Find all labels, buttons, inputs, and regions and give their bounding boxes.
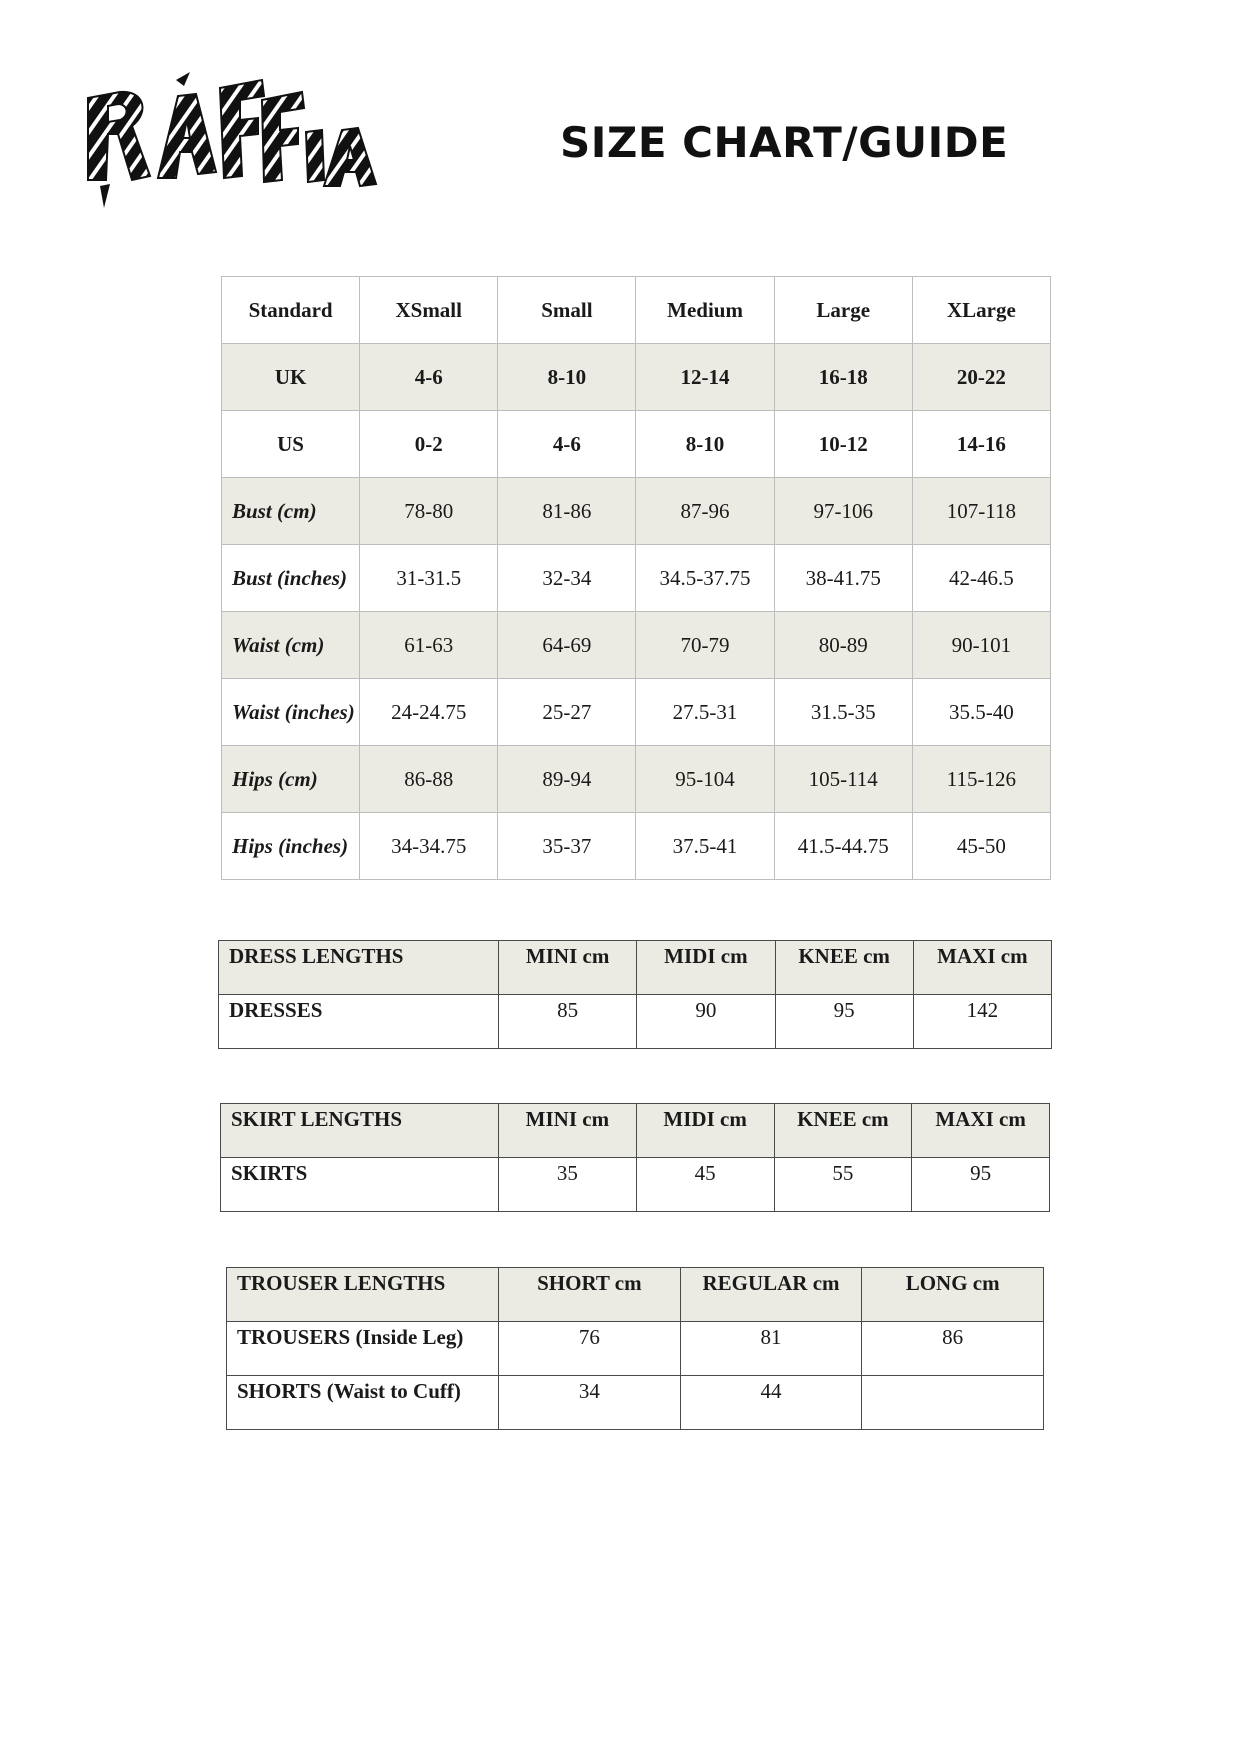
size-cell: 45-50 — [912, 813, 1050, 880]
header-cell: Small — [498, 277, 636, 344]
header-cell: REGULAR cm — [680, 1268, 862, 1322]
size-cell: 0-2 — [360, 411, 498, 478]
row-label: Hips (cm) — [222, 746, 360, 813]
length-cell: 45 — [636, 1158, 774, 1212]
size-cell: 38-41.75 — [774, 545, 912, 612]
size-cell: 37.5-41 — [636, 813, 774, 880]
header-cell: LONG cm — [862, 1268, 1044, 1322]
size-cell: 35.5-40 — [912, 679, 1050, 746]
header-cell: MIDI cm — [637, 941, 775, 995]
size-cell: 14-16 — [912, 411, 1050, 478]
header-cell: MAXI cm — [913, 941, 1051, 995]
length-cell — [862, 1376, 1044, 1430]
row-label: Waist (inches) — [222, 679, 360, 746]
size-cell: 16-18 — [774, 344, 912, 411]
header-cell: SHORT cm — [499, 1268, 681, 1322]
length-cell: 90 — [637, 995, 775, 1049]
header-cell: SKIRT LENGTHS — [221, 1104, 499, 1158]
table-header-row — [227, 1268, 1044, 1322]
row-label: DRESSES — [219, 995, 499, 1049]
table-row — [219, 995, 1052, 1049]
header-cell: MIDI cm — [636, 1104, 774, 1158]
size-cell: 89-94 — [498, 746, 636, 813]
size-cell: 10-12 — [774, 411, 912, 478]
length-cell: 95 — [775, 995, 913, 1049]
row-label: Bust (cm) — [222, 478, 360, 545]
table-header-row — [219, 941, 1052, 995]
length-cell: 142 — [913, 995, 1051, 1049]
table-row — [222, 545, 1051, 612]
header-cell: MINI cm — [499, 1104, 637, 1158]
header-cell: Large — [774, 277, 912, 344]
table-row — [222, 344, 1051, 411]
raffia-logo-image — [80, 68, 380, 228]
size-cell: 78-80 — [360, 478, 498, 545]
length-cell: 44 — [680, 1376, 862, 1430]
size-cell: 31.5-35 — [774, 679, 912, 746]
table-row — [221, 1158, 1050, 1212]
table-row — [222, 411, 1051, 478]
table-row — [222, 679, 1051, 746]
length-cell: 85 — [499, 995, 637, 1049]
size-cell: 97-106 — [774, 478, 912, 545]
table-row — [222, 612, 1051, 679]
size-cell: 107-118 — [912, 478, 1050, 545]
size-cell: 32-34 — [498, 545, 636, 612]
length-cell: 35 — [499, 1158, 637, 1212]
table-row — [222, 813, 1051, 880]
size-cell: 20-22 — [912, 344, 1050, 411]
size-cell: 61-63 — [360, 612, 498, 679]
length-cell: 81 — [680, 1322, 862, 1376]
row-label: Hips (inches) — [222, 813, 360, 880]
size-cell: 81-86 — [498, 478, 636, 545]
size-cell: 64-69 — [498, 612, 636, 679]
size-cell: 4-6 — [360, 344, 498, 411]
size-cell: 95-104 — [636, 746, 774, 813]
size-cell: 34-34.75 — [360, 813, 498, 880]
header-cell: MINI cm — [499, 941, 637, 995]
length-cell: 76 — [499, 1322, 681, 1376]
header-cell: XSmall — [360, 277, 498, 344]
header-cell: TROUSER LENGTHS — [227, 1268, 499, 1322]
size-cell: 80-89 — [774, 612, 912, 679]
size-cell: 70-79 — [636, 612, 774, 679]
size-cell: 87-96 — [636, 478, 774, 545]
size-cell: 12-14 — [636, 344, 774, 411]
page-title: SIZE CHART/GUIDE — [560, 118, 1009, 167]
header-cell: KNEE cm — [775, 941, 913, 995]
table-row — [222, 746, 1051, 813]
header-cell: KNEE cm — [774, 1104, 912, 1158]
size-cell: 31-31.5 — [360, 545, 498, 612]
header-cell: Medium — [636, 277, 774, 344]
row-label: UK — [222, 344, 360, 411]
row-label: US — [222, 411, 360, 478]
length-cell: 86 — [862, 1322, 1044, 1376]
size-cell: 8-10 — [636, 411, 774, 478]
size-cell: 105-114 — [774, 746, 912, 813]
header-cell: Standard — [222, 277, 360, 344]
length-cell: 34 — [499, 1376, 681, 1430]
table-header-row — [221, 1104, 1050, 1158]
size-cell: 4-6 — [498, 411, 636, 478]
length-cell: 95 — [912, 1158, 1050, 1212]
header-cell: XLarge — [912, 277, 1050, 344]
size-chart-table — [221, 276, 1051, 880]
size-cell: 42-46.5 — [912, 545, 1050, 612]
size-cell: 115-126 — [912, 746, 1050, 813]
table-row — [222, 478, 1051, 545]
header-cell: DRESS LENGTHS — [219, 941, 499, 995]
row-label: TROUSERS (Inside Leg) — [227, 1322, 499, 1376]
size-cell: 86-88 — [360, 746, 498, 813]
row-label: Bust (inches) — [222, 545, 360, 612]
size-cell: 25-27 — [498, 679, 636, 746]
row-label: SHORTS (Waist to Cuff) — [227, 1376, 499, 1430]
size-header-row — [222, 277, 1051, 344]
header-cell: MAXI cm — [912, 1104, 1050, 1158]
raffia-logo — [80, 68, 380, 228]
trouser-lengths-table — [226, 1267, 1044, 1430]
length-cell: 55 — [774, 1158, 912, 1212]
row-label: Waist (cm) — [222, 612, 360, 679]
size-cell: 24-24.75 — [360, 679, 498, 746]
row-label: SKIRTS — [221, 1158, 499, 1212]
size-cell: 8-10 — [498, 344, 636, 411]
size-cell: 41.5-44.75 — [774, 813, 912, 880]
size-cell: 34.5-37.75 — [636, 545, 774, 612]
dress-lengths-table — [218, 940, 1052, 1049]
size-cell: 27.5-31 — [636, 679, 774, 746]
table-row — [227, 1376, 1044, 1430]
skirt-lengths-table — [220, 1103, 1050, 1212]
size-cell: 90-101 — [912, 612, 1050, 679]
table-row — [227, 1322, 1044, 1376]
size-cell: 35-37 — [498, 813, 636, 880]
